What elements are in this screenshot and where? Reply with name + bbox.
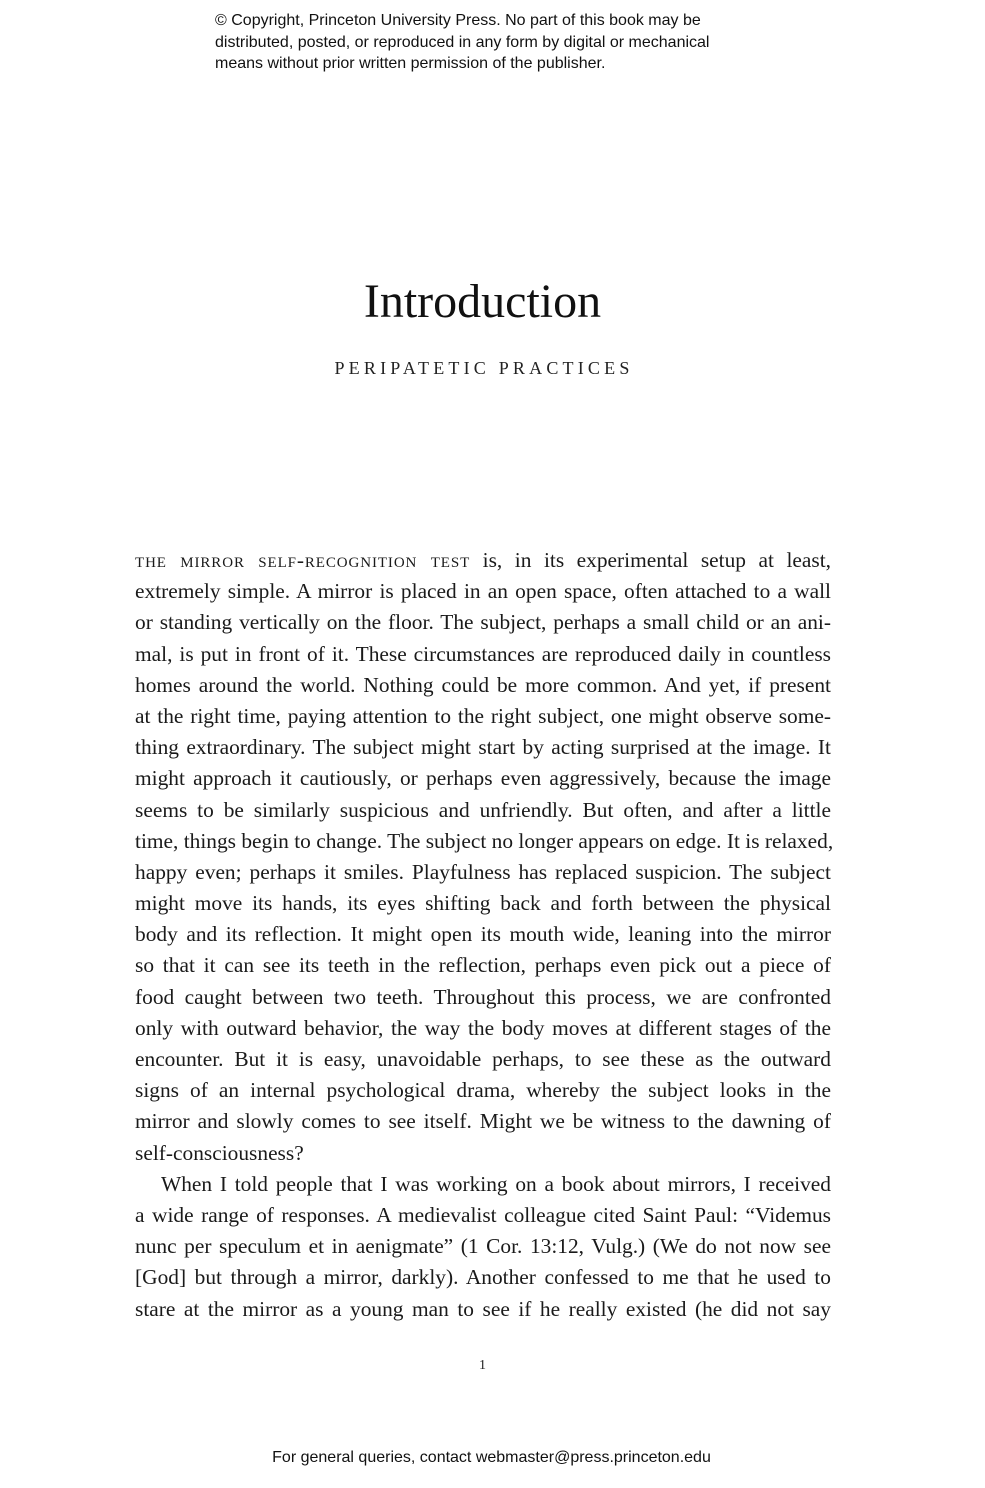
paragraph-line: self-consciousness? [135,1140,304,1165]
paragraph-line: When I told people that I was working on a book about mirrors, I received [161,1171,831,1196]
paragraph-line: time, things begin to change. The subject no longer appears on edge. It is relaxed, [135,828,834,853]
paragraph-1 [135,545,834,1169]
paragraph-line: or standing vertically on the floor. The subject, perhaps a small child or an ani- [135,610,831,635]
paragraph-line: food caught between two teeth. Throughout this process, we are confronted [135,984,831,1009]
paragraph-line: at the right time, paying attention to the right subject, one might observe some- [135,703,831,728]
paragraph-line: [God] but through a mirror, darkly). Another confessed to me that he used to [135,1265,831,1290]
copyright-notice [215,10,815,75]
body-text [135,545,834,1325]
paragraph-line: stare at the mirror as a young man to see if he really existed (he did not say [135,1296,831,1321]
paragraph-line: signs of an internal psychological drama, whereby the subject looks in the [135,1078,831,1103]
paragraph-line: body and its reflection. It might open its mouth wide, leaning into the mirror [135,922,831,947]
copyright-line: means without prior written permission of the publisher. [215,55,606,72]
paragraph-line: seems to be similarly suspicious and unfriendly. But often, and after a little [135,797,831,822]
paragraph-line: nunc per speculum et in aenigmate” (1 Cor. 13:12, Vulg.) (We do not now see [135,1234,831,1259]
paragraph-line: might move its hands, its eyes shifting back and forth between the physical [135,891,831,916]
paragraph-line: thing extraordinary. The subject might start by acting surprised at the image. It [135,735,831,760]
paragraph-line: extremely simple. A mirror is placed in an open space, often attached to a wall [135,579,831,604]
footer-contact: For general queries, contact webmaster@press.princeton.edu [272,1449,711,1466]
paragraph-line: homes around the world. Nothing could be more common. And yet, if present [135,672,831,697]
paragraph-line: only with outward behavior, the way the body moves at different stages of the [135,1015,831,1040]
paragraph-line: happy even; perhaps it smiles. Playfulness has replaced suspicion. The subject [135,859,831,884]
paragraph-line [135,545,831,576]
paragraph-line: so that it can see its teeth in the reflection, perhaps even pick out a piece of [135,953,831,978]
line-text: is, in its experimental setup at least, [470,548,831,572]
paragraph-line: mirror and slowly comes to see itself. Might we be witness to the dawning of [135,1109,831,1134]
paragraph-line: mal, is put in front of it. These circumstances are reproduced daily in countless [135,641,831,666]
chapter-title: Introduction [363,275,602,328]
copyright-line: distributed, posted, or reproduced in any form by digital or mechanical [215,33,710,51]
paragraph-line: encounter. But it is easy, unavoidable perhaps, to see these as the outward [135,1047,831,1071]
copyright-line: © Copyright, Princeton University Press. No part of this book may be [215,12,701,29]
paragraph-2 [135,1169,831,1325]
paragraph-line: might approach it cautiously, or perhaps even aggressively, because the image [135,766,831,791]
lead-in-smallcaps: the mirror self-recognition test [135,548,471,572]
paragraph-line: a wide range of responses. A medievalist colleague cited Saint Paul: “Videmus [135,1202,831,1227]
page-number: 1 [479,1358,486,1373]
chapter-subtitle: PERIPATETIC PRACTICES [334,358,634,378]
